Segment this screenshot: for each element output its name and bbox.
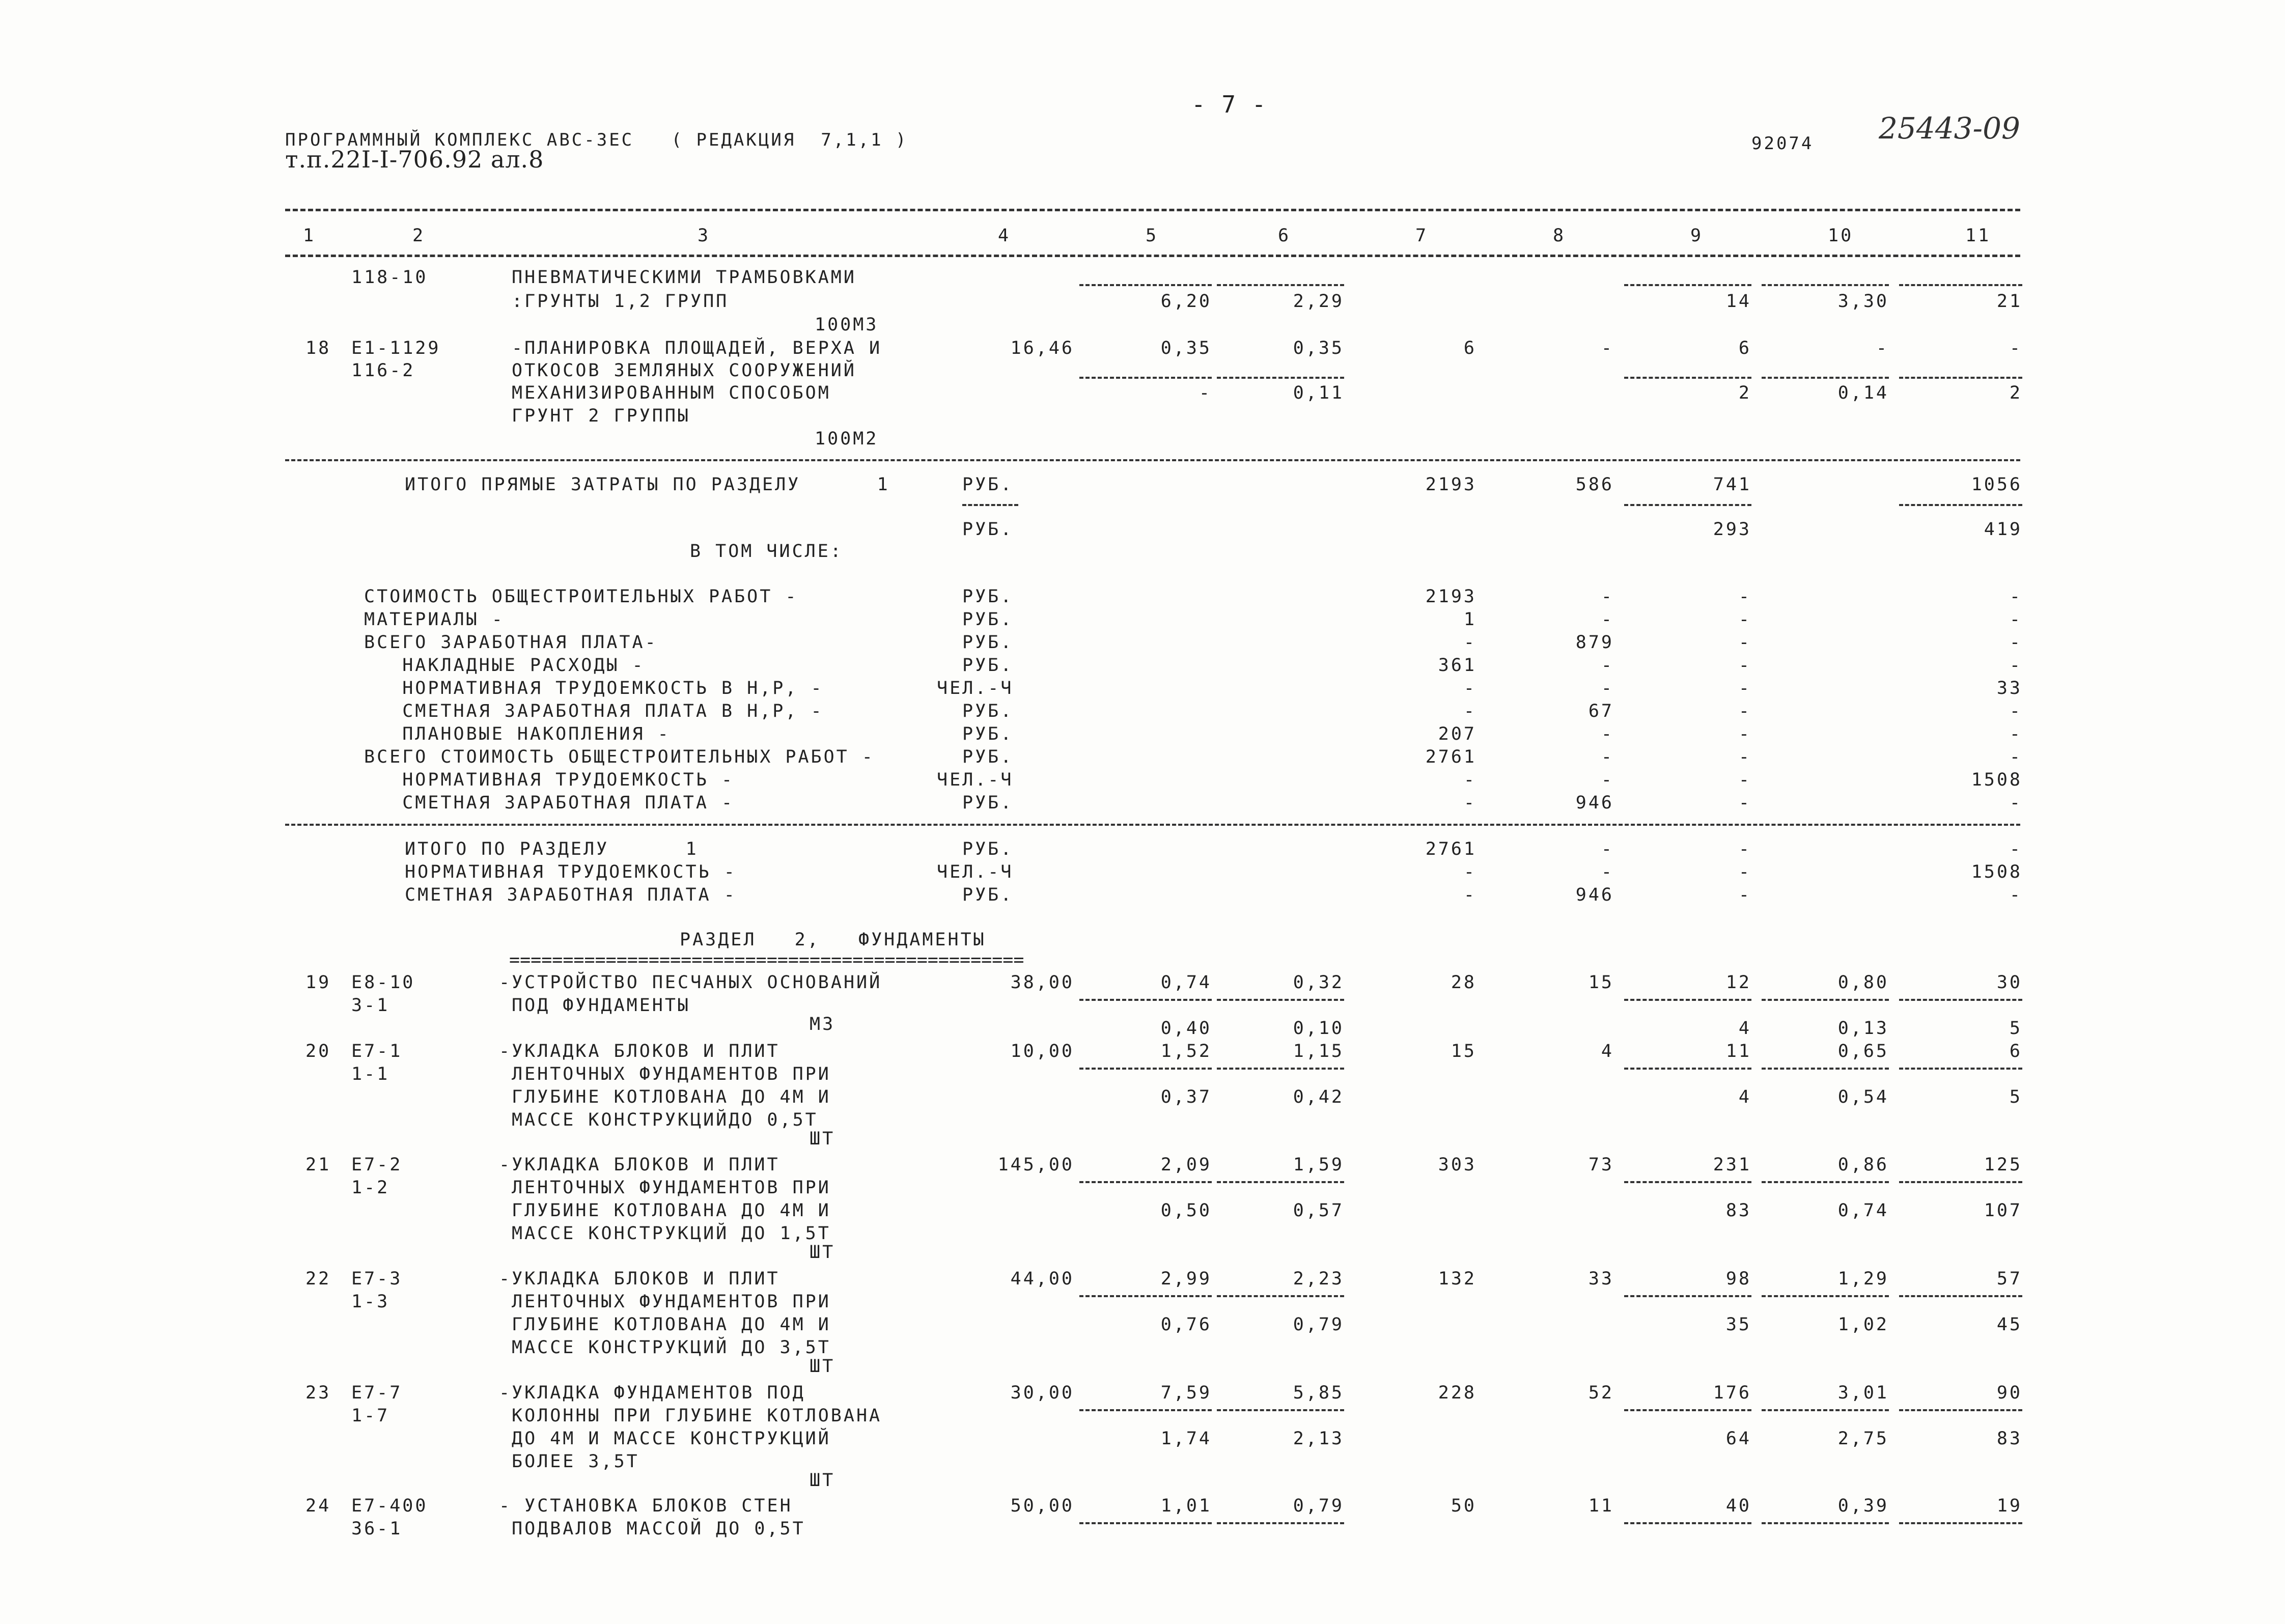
value-c10: 0,14 <box>1837 383 1889 403</box>
value-c11: - <box>2009 885 2022 905</box>
value-c9: 231 <box>1713 1155 1751 1175</box>
value-c9-lower: 64 <box>1725 1429 1751 1449</box>
value-c8: - <box>1601 655 1614 676</box>
cell-underline <box>1899 1068 2022 1070</box>
value-c9-lower: 293 <box>1713 519 1751 540</box>
value-c11: 30 <box>1996 972 2022 993</box>
value-c11: - <box>2009 747 2022 767</box>
section-total-label: НОРМАТИВНАЯ ТРУДОЕМКОСТЬ - <box>405 862 737 882</box>
value-c11: - <box>2009 586 2022 607</box>
breakdown-label: ПЛАНОВЫЕ НАКОПЛЕНИЯ - <box>364 724 671 744</box>
item-code: Е7-7 <box>351 1383 403 1403</box>
cell-underline <box>1624 999 1751 1001</box>
value-c4: 44,00 <box>1010 1269 1074 1289</box>
value-c11: 90 <box>1996 1383 2022 1403</box>
value-c8: 67 <box>1588 701 1614 721</box>
cell-underline <box>1079 1068 1212 1070</box>
item-unit: М3 <box>810 1014 835 1034</box>
value-c4: 16,46 <box>1010 338 1074 358</box>
table-top-rule <box>285 209 2020 211</box>
breakdown-label: НОРМАТИВНАЯ ТРУДОЕМКОСТЬ В Н,Р, - <box>364 678 824 698</box>
cell-underline <box>1217 1181 1344 1183</box>
value-c7: - <box>1463 885 1476 905</box>
item-unit: ШТ <box>810 1242 835 1263</box>
item-code: Е7-3 <box>351 1269 403 1289</box>
value-c11: - <box>2009 793 2022 813</box>
breakdown-unit: ЧЕЛ.-Ч <box>937 770 1014 790</box>
row-description: -ПЛАНИРОВКА ПЛОЩАДЕЙ, ВЕРХА И <box>512 338 882 358</box>
cell-underline <box>1217 377 1344 379</box>
value-c9-lower: 35 <box>1725 1314 1751 1335</box>
column-header-7: 7 <box>1415 226 1429 246</box>
value-c7: 228 <box>1438 1383 1476 1403</box>
item-description: ПОД ФУНДАМЕНТЫ <box>512 995 691 1016</box>
value-c11-lower: 5 <box>2009 1018 2022 1039</box>
item-unit: ШТ <box>810 1129 835 1149</box>
value-c11: - <box>2009 338 2022 358</box>
column-header-11: 11 <box>1965 226 1991 246</box>
row-description: ПНЕВМАТИЧЕСКИМИ ТРАМБОВКАМИ <box>512 267 856 288</box>
row-description: :ГРУНТЫ 1,2 ГРУПП <box>512 291 729 312</box>
item-description: МАССЕ КОНСТРУКЦИЙ ДО 3,5Т <box>512 1337 831 1358</box>
breakdown-unit: РУБ. <box>962 586 1014 607</box>
value-c10: 0,65 <box>1837 1041 1889 1061</box>
value-c11: 1056 <box>1971 474 2022 495</box>
value-c8: 52 <box>1588 1383 1614 1403</box>
value-c8: - <box>1601 609 1614 630</box>
cell-underline <box>1899 999 2022 1001</box>
item-code-sub: 1-2 <box>351 1178 390 1198</box>
cell-underline <box>1217 1522 1344 1524</box>
value-c9: 2 <box>1738 383 1751 403</box>
item-description: ГЛУБИНЕ КОТЛОВАНА ДО 4М И <box>512 1200 831 1221</box>
section-2-rule: ================================================ <box>509 950 1024 970</box>
breakdown-label: МАТЕРИАЛЫ - <box>364 609 505 630</box>
cell-underline <box>1624 1522 1751 1524</box>
breakdown-unit: РУБ. <box>962 747 1014 767</box>
value-c8: 11 <box>1588 1496 1614 1516</box>
value-c6-lower: 2,13 <box>1293 1429 1344 1449</box>
value-c11: 1508 <box>1971 770 2022 790</box>
value-c5-lower: 0,37 <box>1160 1087 1212 1107</box>
cell-underline <box>1079 284 1212 286</box>
cell-underline <box>1624 1409 1751 1411</box>
value-c9-lower: 4 <box>1738 1087 1751 1107</box>
table-header-rule <box>285 255 2020 257</box>
cell-underline <box>962 504 1018 506</box>
value-c10: 0,39 <box>1837 1496 1889 1516</box>
value-c9: 14 <box>1725 291 1751 312</box>
section-rule <box>285 824 2020 826</box>
item-number: 21 <box>305 1155 331 1175</box>
value-c11: - <box>2009 724 2022 744</box>
item-description: -УСТРОЙСТВО ПЕСЧАНЫХ ОСНОВАНИЙ <box>499 972 882 993</box>
section-total-unit: РУБ. <box>962 839 1014 859</box>
value-c9: 6 <box>1738 338 1751 358</box>
value-c7: - <box>1463 793 1476 813</box>
value-c11: 21 <box>1996 291 2022 312</box>
value-c10-lower: 0,74 <box>1837 1200 1889 1221</box>
value-c7: - <box>1463 678 1476 698</box>
value-c9-lower: 4 <box>1738 1018 1751 1039</box>
value-c9: 12 <box>1725 972 1751 993</box>
cell-underline <box>1899 284 2022 286</box>
cell-underline <box>1079 1181 1212 1183</box>
value-c6: 2,23 <box>1293 1269 1344 1289</box>
item-description: МАССЕ КОНСТРУКЦИЙДО 0,5Т <box>512 1110 818 1130</box>
value-c7: - <box>1463 862 1476 882</box>
value-c9: 741 <box>1713 474 1751 495</box>
value-c8: - <box>1601 862 1614 882</box>
value-c7: 2761 <box>1425 747 1476 767</box>
breakdown-unit: РУБ. <box>962 793 1014 813</box>
item-description: ГЛУБИНЕ КОТЛОВАНА ДО 4М И <box>512 1087 831 1107</box>
value-c6: 2,29 <box>1293 291 1344 312</box>
breakdown-unit: РУБ. <box>962 724 1014 744</box>
row-code: 116-2 <box>351 360 415 381</box>
value-c8: - <box>1601 839 1614 859</box>
value-c8: - <box>1601 724 1614 744</box>
cell-underline <box>1217 1068 1344 1070</box>
value-c9: - <box>1738 586 1751 607</box>
cell-underline <box>1899 1295 2022 1297</box>
item-code-sub: 1-7 <box>351 1406 390 1426</box>
cell-underline <box>1624 1181 1751 1183</box>
section-rule <box>285 459 2020 461</box>
value-c11: 57 <box>1996 1269 2022 1289</box>
column-header-1: 1 <box>303 226 316 246</box>
value-c11: 125 <box>1984 1155 2022 1175</box>
row-unit: 100М2 <box>815 429 879 449</box>
value-c8: 946 <box>1575 793 1614 813</box>
cell-underline <box>1899 1522 2022 1524</box>
value-c11-lower: 107 <box>1984 1200 2022 1221</box>
cell-underline <box>1079 1522 1212 1524</box>
cell-underline <box>1624 377 1751 379</box>
breakdown-unit: РУБ. <box>962 701 1014 721</box>
value-c11-lower: 83 <box>1996 1429 2022 1449</box>
value-c9: - <box>1738 839 1751 859</box>
breakdown-label: СТОИМОСТЬ ОБЩЕСТРОИТЕЛЬНЫХ РАБОТ - <box>364 586 798 607</box>
value-c8: 4 <box>1601 1041 1614 1061</box>
value-c8: - <box>1601 586 1614 607</box>
breakdown-unit: РУБ. <box>962 655 1014 676</box>
value-c7: 2193 <box>1425 474 1476 495</box>
section-total-label: СМЕТНАЯ ЗАРАБОТНАЯ ПЛАТА - <box>405 885 737 905</box>
value-c9: - <box>1738 747 1751 767</box>
breakdown-unit: РУБ. <box>962 632 1014 653</box>
cell-underline <box>1217 1409 1344 1411</box>
value-c11-lower: 5 <box>2009 1087 2022 1107</box>
value-c4: 145,00 <box>997 1155 1074 1175</box>
value-c6: 0,32 <box>1293 972 1344 993</box>
item-description: ДО 4М И МАССЕ КОНСТРУКЦИЙ <box>512 1429 831 1449</box>
value-c6: 5,85 <box>1293 1383 1344 1403</box>
value-c6-lower: 0,10 <box>1293 1018 1344 1039</box>
total-direct-label: ИТОГО ПРЯМЫЕ ЗАТРАТЫ ПО РАЗДЕЛУ 1 <box>405 474 890 495</box>
item-code: Е8-10 <box>351 972 415 993</box>
section-total-unit: ЧЕЛ.-Ч <box>937 862 1014 882</box>
value-c5: 0,35 <box>1160 338 1212 358</box>
value-c7: 15 <box>1451 1041 1476 1061</box>
value-c7: - <box>1463 632 1476 653</box>
value-c11: - <box>2009 632 2022 653</box>
cell-underline <box>1079 1295 1212 1297</box>
value-c11: - <box>2009 609 2022 630</box>
cell-underline <box>1217 284 1344 286</box>
item-code-sub: 36-1 <box>351 1519 403 1539</box>
item-description: -УКЛАДКА БЛОКОВ И ПЛИТ <box>499 1041 780 1061</box>
value-c10-lower: 0,13 <box>1837 1018 1889 1039</box>
value-c9: - <box>1738 724 1751 744</box>
column-header-2: 2 <box>412 226 426 246</box>
value-c5: 2,99 <box>1160 1269 1212 1289</box>
value-c10: 3,01 <box>1837 1383 1889 1403</box>
breakdown-unit: РУБ. <box>962 609 1014 630</box>
value-c6: 0,35 <box>1293 338 1344 358</box>
value-c10-lower: 1,02 <box>1837 1314 1889 1335</box>
value-c8: - <box>1601 678 1614 698</box>
item-code: Е7-2 <box>351 1155 403 1175</box>
value-c9: - <box>1738 885 1751 905</box>
item-description: ЛЕНТОЧНЫХ ФУНДАМЕНТОВ ПРИ <box>512 1064 831 1084</box>
value-c11: 33 <box>1996 678 2022 698</box>
cell-underline <box>1899 1181 2022 1183</box>
item-description: МАССЕ КОНСТРУКЦИЙ ДО 1,5Т <box>512 1223 831 1244</box>
row-code: Е1-1129 <box>351 338 441 358</box>
value-c5: 7,59 <box>1160 1383 1212 1403</box>
document-code: 92074 <box>1751 133 1814 154</box>
cell-underline <box>1624 1295 1751 1297</box>
cell-underline <box>1217 999 1344 1001</box>
value-c5: - <box>1199 383 1212 403</box>
item-code: Е7-400 <box>351 1496 428 1516</box>
column-header-4: 4 <box>998 226 1011 246</box>
column-header-3: 3 <box>698 226 711 246</box>
value-c10: 0,80 <box>1837 972 1889 993</box>
value-c4: 10,00 <box>1010 1041 1074 1061</box>
value-c10: 3,30 <box>1837 291 1889 312</box>
value-c10: - <box>1876 338 1889 358</box>
item-number: 20 <box>305 1041 331 1061</box>
value-c6-lower: 0,79 <box>1293 1314 1344 1335</box>
value-c9: - <box>1738 793 1751 813</box>
total-direct-unit-2: РУБ. <box>962 519 1014 540</box>
value-c8: 73 <box>1588 1155 1614 1175</box>
value-c10-lower: 2,75 <box>1837 1429 1889 1449</box>
value-c4: 38,00 <box>1010 972 1074 993</box>
breakdown-label: ВСЕГО ЗАРАБОТНАЯ ПЛАТА- <box>364 632 658 653</box>
column-header-10: 10 <box>1828 226 1854 246</box>
row-unit: 100М3 <box>815 315 879 335</box>
cell-underline <box>1762 377 1889 379</box>
value-c7: - <box>1463 770 1476 790</box>
breakdown-label: СМЕТНАЯ ЗАРАБОТНАЯ ПЛАТА - <box>364 793 735 813</box>
breakdown-label: НАКЛАДНЫЕ РАСХОДЫ - <box>364 655 645 676</box>
cell-underline <box>1217 1295 1344 1297</box>
value-c7: 303 <box>1438 1155 1476 1175</box>
value-c11: 1508 <box>1971 862 2022 882</box>
cell-underline <box>1762 1295 1889 1297</box>
breakdown-label: НОРМАТИВНАЯ ТРУДОЕМКОСТЬ - <box>364 770 735 790</box>
cell-underline <box>1624 504 1751 506</box>
item-description: ЛЕНТОЧНЫХ ФУНДАМЕНТОВ ПРИ <box>512 1292 831 1312</box>
value-c8: 15 <box>1588 972 1614 993</box>
value-c6: 1,15 <box>1293 1041 1344 1061</box>
cell-underline <box>1079 1409 1212 1411</box>
section-2-title: РАЗДЕЛ 2, ФУНДАМЕНТЫ <box>680 930 986 950</box>
value-c8: 879 <box>1575 632 1614 653</box>
value-c8: - <box>1601 770 1614 790</box>
cell-underline <box>1762 284 1889 286</box>
value-c9: - <box>1738 678 1751 698</box>
value-c8: 946 <box>1575 885 1614 905</box>
item-code-sub: 1-1 <box>351 1064 390 1084</box>
column-header-9: 9 <box>1690 226 1704 246</box>
value-c11: 6 <box>2009 1041 2022 1061</box>
value-c9: 11 <box>1725 1041 1751 1061</box>
breakdown-unit: ЧЕЛ.-Ч <box>937 678 1014 698</box>
section-total-unit: РУБ. <box>962 885 1014 905</box>
value-c8: - <box>1601 747 1614 767</box>
cell-underline <box>1899 377 2022 379</box>
value-c7: 132 <box>1438 1269 1476 1289</box>
section-total-label: ИТОГО ПО РАЗДЕЛУ 1 <box>405 839 699 859</box>
item-description: ЛЕНТОЧНЫХ ФУНДАМЕНТОВ ПРИ <box>512 1178 831 1198</box>
cell-underline <box>1762 1522 1889 1524</box>
value-c5: 1,52 <box>1160 1041 1212 1061</box>
item-number: 19 <box>305 972 331 993</box>
value-c5-lower: 0,40 <box>1160 1018 1212 1039</box>
value-c5: 6,20 <box>1160 291 1212 312</box>
value-c7: 50 <box>1451 1496 1476 1516</box>
item-description: ПОДВАЛОВ МАССОЙ ДО 0,5Т <box>512 1519 805 1539</box>
value-c7: 207 <box>1438 724 1476 744</box>
value-c7: 6 <box>1463 338 1476 358</box>
value-c10: 1,29 <box>1837 1269 1889 1289</box>
cell-underline <box>1899 1409 2022 1411</box>
cell-underline <box>1899 504 2022 506</box>
row-code: 118-10 <box>351 267 428 288</box>
cell-underline <box>1762 1068 1889 1070</box>
item-number: 23 <box>305 1383 331 1403</box>
breakdown-label: ВСЕГО СТОИМОСТЬ ОБЩЕСТРОИТЕЛЬНЫХ РАБОТ - <box>364 747 875 767</box>
row-description: ОТКОСОВ ЗЕМЛЯНЫХ СООРУЖЕНИЙ <box>512 360 856 381</box>
value-c9: - <box>1738 862 1751 882</box>
value-c5-lower: 0,76 <box>1160 1314 1212 1335</box>
item-description: КОЛОННЫ ПРИ ГЛУБИНЕ КОТЛОВАНА <box>512 1406 882 1426</box>
value-c9: - <box>1738 655 1751 676</box>
row-description: МЕХАНИЗИРОВАННЫМ СПОСОБОМ <box>512 383 831 403</box>
value-c6-lower: 0,42 <box>1293 1087 1344 1107</box>
column-header-6: 6 <box>1278 226 1291 246</box>
value-c7: 361 <box>1438 655 1476 676</box>
item-description: -УКЛАДКА БЛОКОВ И ПЛИТ <box>499 1269 780 1289</box>
value-c8: - <box>1601 338 1614 358</box>
row-number: 18 <box>305 338 331 358</box>
value-c5-lower: 1,74 <box>1160 1429 1212 1449</box>
item-description: -УКЛАДКА ФУНДАМЕНТОВ ПОД <box>499 1383 805 1403</box>
total-direct-unit: РУБ. <box>962 474 1014 495</box>
item-number: 22 <box>305 1269 331 1289</box>
value-c5: 2,09 <box>1160 1155 1212 1175</box>
value-c11: 19 <box>1996 1496 2022 1516</box>
program-title: ПРОГРАММНЫЙ КОМПЛЕКС АВС-3ЕС ( РЕДАКЦИЯ 7,1,1 ) <box>285 130 908 150</box>
value-c9: - <box>1738 701 1751 721</box>
handwritten-number: 25443-09 <box>1879 111 2020 146</box>
value-c7: 2761 <box>1425 839 1476 859</box>
value-c9: - <box>1738 609 1751 630</box>
item-code-sub: 1-3 <box>351 1292 390 1312</box>
cell-underline <box>1079 999 1212 1001</box>
breakdown-label: СМЕТНАЯ ЗАРАБОТНАЯ ПЛАТА В Н,Р, - <box>364 701 824 721</box>
value-c7: 28 <box>1451 972 1476 993</box>
value-c9: 40 <box>1725 1496 1751 1516</box>
value-c7: - <box>1463 701 1476 721</box>
value-c9: - <box>1738 770 1751 790</box>
cell-underline <box>1762 999 1889 1001</box>
value-c5: 1,01 <box>1160 1496 1212 1516</box>
value-c11: - <box>2009 701 2022 721</box>
value-c9: 98 <box>1725 1269 1751 1289</box>
value-c6: 0,11 <box>1293 383 1344 403</box>
page-number: - 7 - <box>1191 91 1267 118</box>
item-number: 24 <box>305 1496 331 1516</box>
value-c11: - <box>2009 839 2022 859</box>
project-number: т.п.22I-I-706.92 ал.8 <box>285 146 544 173</box>
value-c10: 0,86 <box>1837 1155 1889 1175</box>
row-description: ГРУНТ 2 ГРУППЫ <box>512 406 691 426</box>
value-c4: 30,00 <box>1010 1383 1074 1403</box>
in-total-label: В ТОМ ЧИСЛЕ: <box>690 541 843 562</box>
item-description: -УКЛАДКА БЛОКОВ И ПЛИТ <box>499 1155 780 1175</box>
value-c11: - <box>2009 655 2022 676</box>
column-header-8: 8 <box>1553 226 1566 246</box>
value-c6: 0,79 <box>1293 1496 1344 1516</box>
value-c4: 50,00 <box>1010 1496 1074 1516</box>
item-description: БОЛЕЕ 3,5Т <box>512 1451 639 1472</box>
item-description: ГЛУБИНЕ КОТЛОВАНА ДО 4М И <box>512 1314 831 1335</box>
value-c5-lower: 0,50 <box>1160 1200 1212 1221</box>
value-c9-lower: 83 <box>1725 1200 1751 1221</box>
cell-underline <box>1762 1181 1889 1183</box>
item-code: Е7-1 <box>351 1041 403 1061</box>
cell-underline <box>1624 1068 1751 1070</box>
value-c5: 0,74 <box>1160 972 1212 993</box>
value-c6-lower: 0,57 <box>1293 1200 1344 1221</box>
value-c8: 33 <box>1588 1269 1614 1289</box>
item-code-sub: 3-1 <box>351 995 390 1016</box>
cell-underline <box>1762 1409 1889 1411</box>
item-unit: ШТ <box>810 1470 835 1491</box>
value-c7: 2193 <box>1425 586 1476 607</box>
value-c9: 176 <box>1713 1383 1751 1403</box>
item-description: - УСТАНОВКА БЛОКОВ СТЕН <box>499 1496 793 1516</box>
value-c6: 1,59 <box>1293 1155 1344 1175</box>
column-header-5: 5 <box>1146 226 1159 246</box>
value-c11: 2 <box>2009 383 2022 403</box>
value-c11-lower: 45 <box>1996 1314 2022 1335</box>
value-c8: 586 <box>1575 474 1614 495</box>
value-c9: - <box>1738 632 1751 653</box>
item-unit: ШТ <box>810 1356 835 1377</box>
value-c7: 1 <box>1463 609 1476 630</box>
cell-underline <box>1624 284 1751 286</box>
value-c10-lower: 0,54 <box>1837 1087 1889 1107</box>
value-c11-lower: 419 <box>1984 519 2022 540</box>
cell-underline <box>1079 377 1212 379</box>
